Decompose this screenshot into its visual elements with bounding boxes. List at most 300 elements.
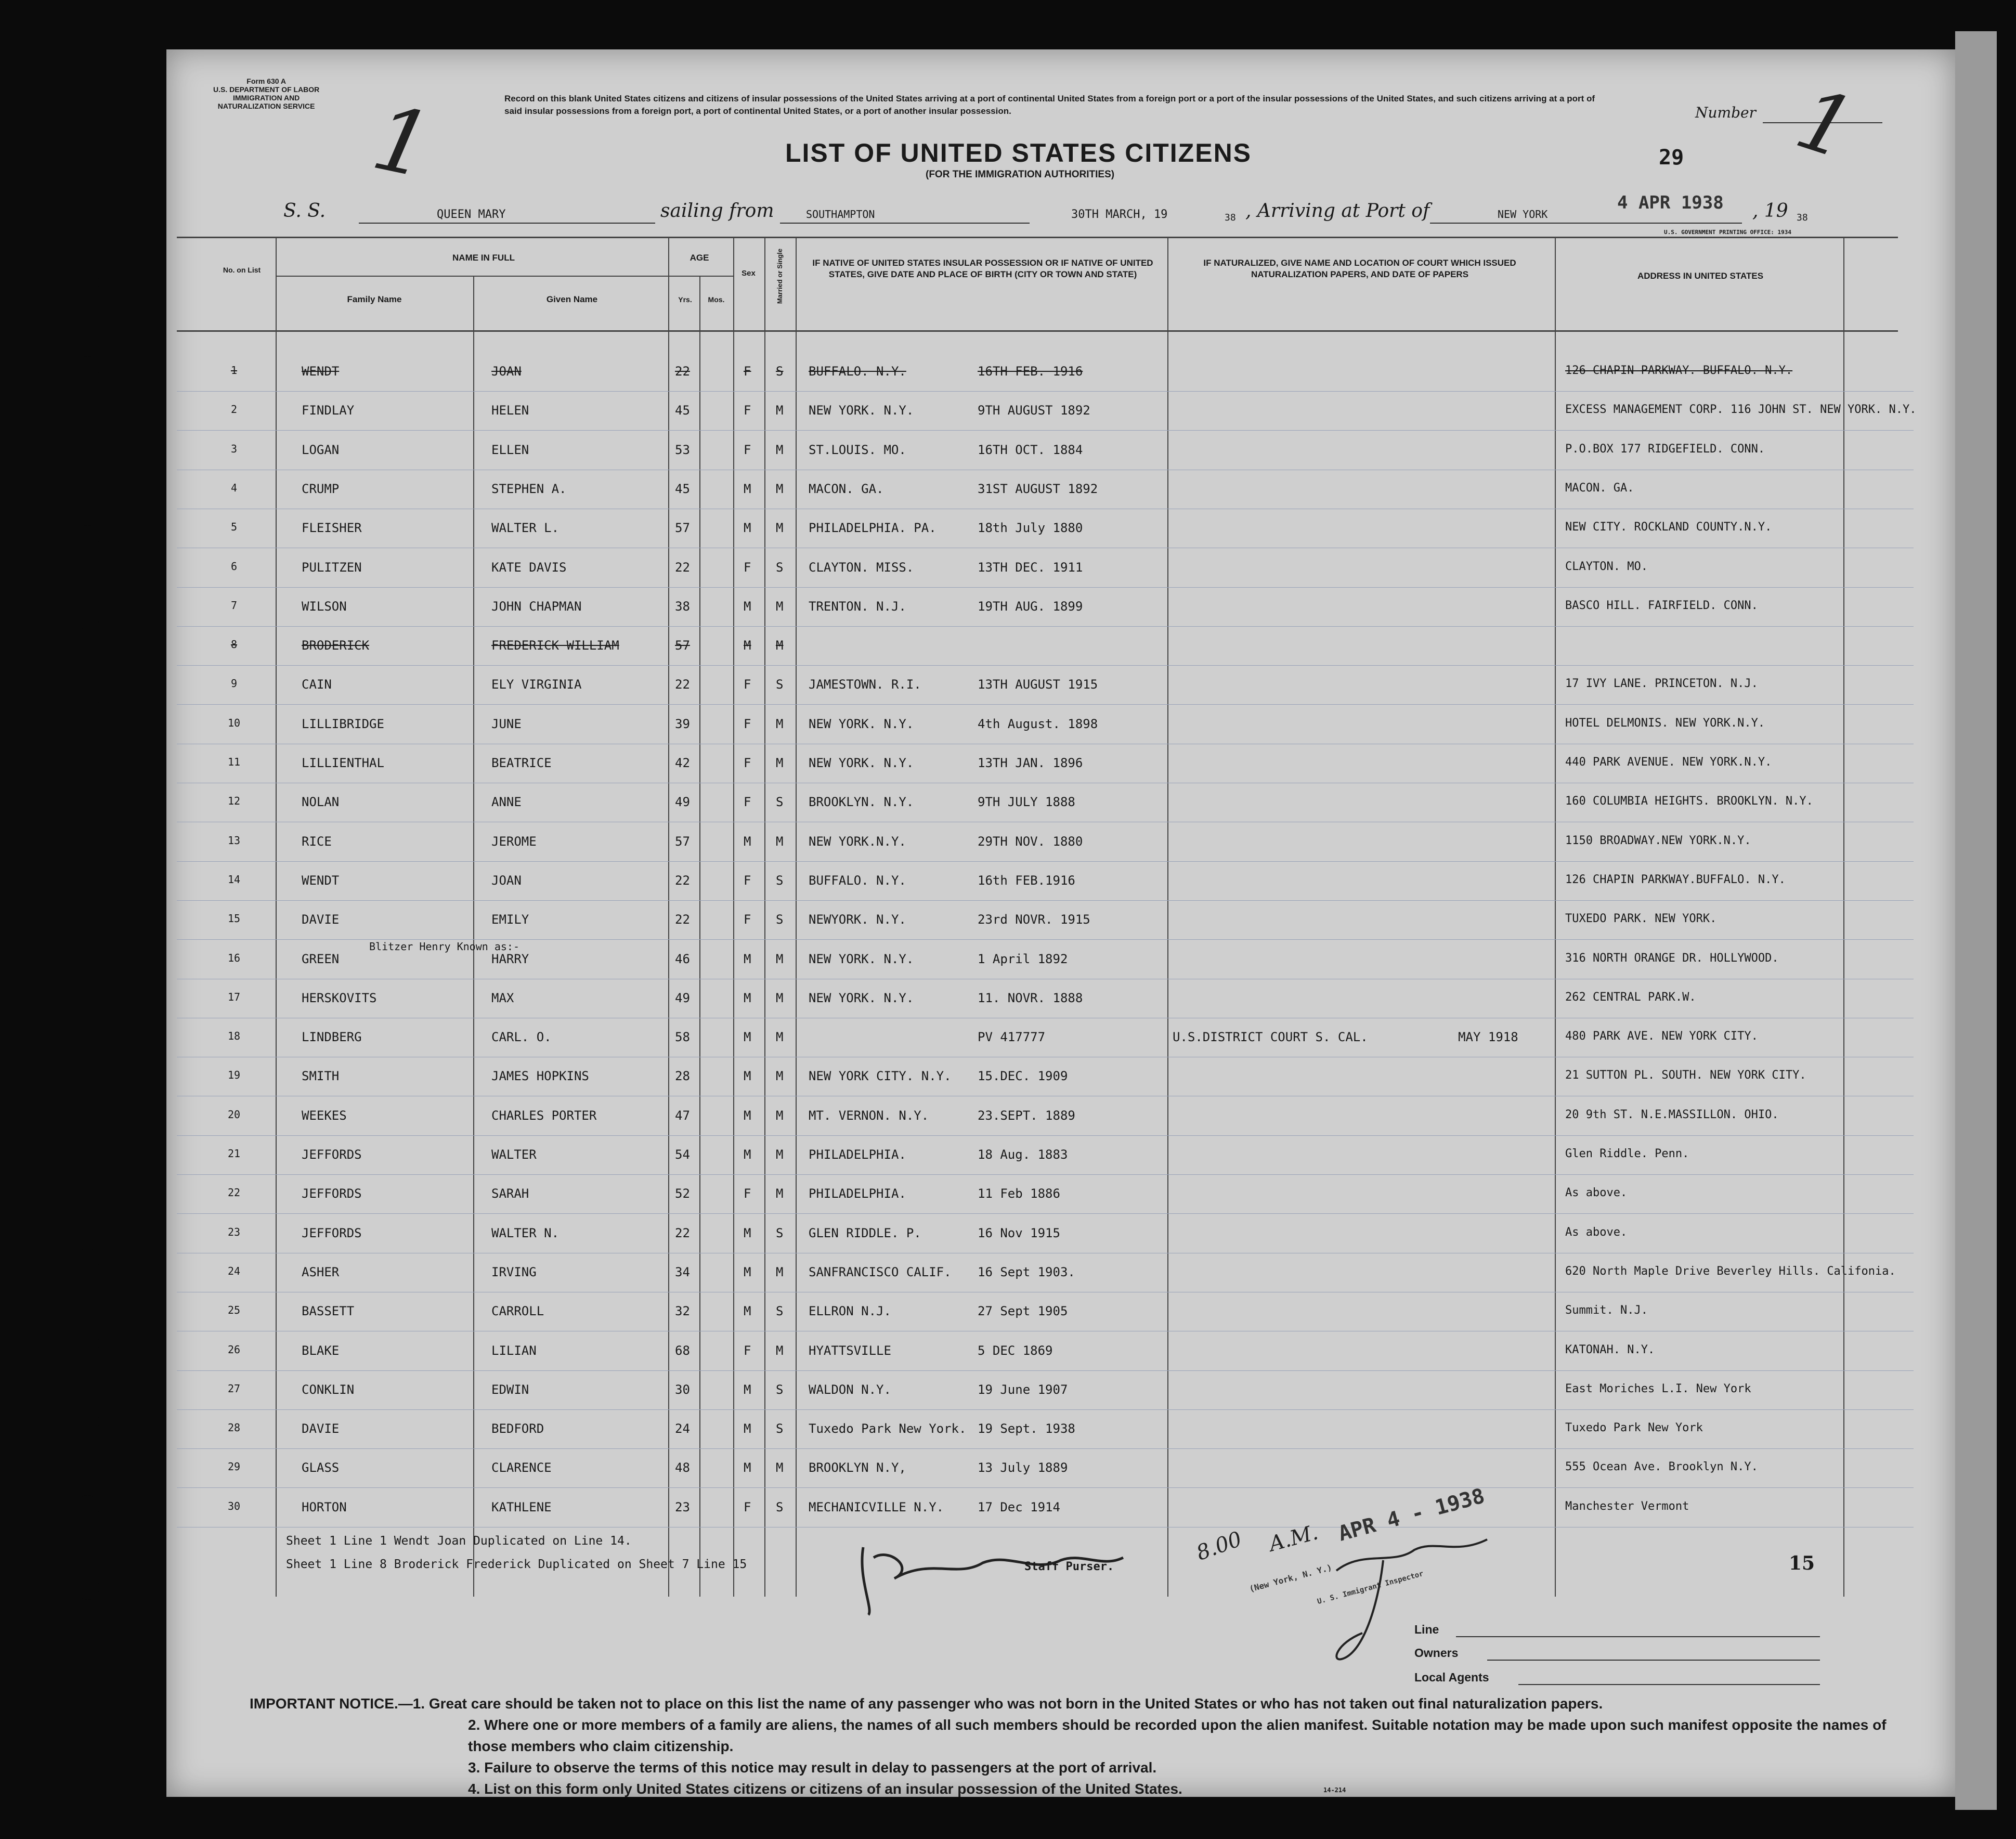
birth-date: 27 Sept 1905 [978, 1304, 1068, 1319]
table-row [0, 1304, 2016, 1335]
birth-date: 18th July 1880 [978, 521, 1083, 536]
alias-note: Blitzer Henry Known as:- [369, 940, 519, 953]
age-years: 22 [675, 560, 690, 575]
table-row [0, 677, 2016, 708]
table-row [0, 1343, 2016, 1375]
sex: F [744, 1343, 751, 1358]
marital-status: M [776, 756, 784, 770]
birth-place: GLEN RIDDLE. P. [809, 1225, 921, 1240]
family-name: LILLIENTHAL [302, 756, 384, 770]
birth-date: 13TH JAN. 1896 [978, 756, 1083, 770]
birth-date: 11 Feb 1886 [978, 1186, 1060, 1201]
departure-date: 30TH MARCH, 19 [1071, 208, 1168, 221]
table-row [0, 560, 2016, 591]
row-number: 2 [230, 403, 238, 416]
given-name: LILIAN [491, 1343, 537, 1358]
age-years: 28 [675, 1069, 690, 1084]
marital-status: M [776, 1343, 784, 1358]
table-row [0, 795, 2016, 826]
us-address: 21 SUTTON PL. SOUTH. NEW YORK CITY. [1565, 1069, 1806, 1082]
sex: M [744, 1382, 751, 1397]
birth-date: 13 July 1889 [978, 1460, 1068, 1475]
row-number: 24 [227, 1264, 241, 1277]
marital-status: M [776, 834, 784, 849]
given-name: ELLEN [491, 442, 529, 457]
sex: F [744, 1499, 751, 1514]
given-name: KATE DAVIS [491, 560, 567, 575]
age-years: 46 [675, 951, 690, 966]
sailing-from-label: sailing from [660, 200, 774, 222]
table-row [0, 1069, 2016, 1100]
sex: F [744, 756, 751, 770]
notice-item-4: 4. List on this form only United States citizens or citizens of an insular possession of the United States. [468, 1781, 1182, 1797]
row-number: 28 [227, 1421, 241, 1434]
header-family-name: Family Name [347, 294, 402, 304]
arrival-date-stamp: 4 APR 1938 [1617, 192, 1724, 213]
given-name: MAX [491, 990, 514, 1005]
header-name-in-full: NAME IN FULL [452, 253, 515, 263]
given-name: EDWIN [491, 1382, 529, 1397]
header-yrs: Yrs. [678, 295, 692, 304]
marital-status: S [776, 912, 784, 927]
header-no-on-list: No. on List [223, 266, 261, 274]
stamp-place: (New York, N. Y.) [1248, 1562, 1333, 1594]
sex: M [744, 990, 751, 1005]
page-title: LIST OF UNITED STATES CITIZENS [785, 138, 1252, 167]
birth-place: WALDON N.Y. [809, 1382, 891, 1397]
header-married-single: Married or Single [776, 248, 784, 304]
row-number: 6 [230, 560, 238, 573]
age-years: 42 [675, 756, 690, 770]
birth-date: 29TH NOV. 1880 [978, 834, 1083, 849]
us-address: As above. [1565, 1186, 1628, 1200]
given-name: JOAN [491, 364, 522, 379]
age-years: 22 [675, 912, 690, 927]
family-name: NOLAN [302, 795, 340, 810]
given-name: KATHLENE [491, 1499, 552, 1514]
stamp-inspector: U. S. Immigrant Inspector [1316, 1570, 1425, 1606]
header-birth: IF NATIVE OF UNITED STATES INSULAR POSSESSION OR IF NATIVE OF UNITED STATES, GIVE DATE AND PLACE OF BIRTH (CITY OR TOWN AND STATE) [812, 258, 1153, 279]
sex: F [744, 403, 751, 418]
table-row [0, 1265, 2016, 1296]
birth-place: TRENTON. N.J. [809, 599, 906, 614]
row-number: 27 [227, 1382, 241, 1395]
us-address: 126 CHAPIN PARKWAY. BUFFALO. N.Y. [1565, 364, 1793, 377]
row-number: 12 [227, 795, 241, 808]
arrival-year-prefix: , 19 [1752, 200, 1788, 222]
us-address: BASCO HILL. FAIRFIELD. CONN. [1565, 599, 1758, 612]
birth-date: 9TH AUGUST 1892 [978, 403, 1090, 418]
given-name: HELEN [491, 403, 529, 418]
arriving-label: , Arriving at Port of [1245, 200, 1430, 222]
birth-place: NEW YORK CITY. N.Y. [809, 1069, 952, 1084]
sex: M [744, 1264, 751, 1279]
table-row [0, 1186, 2016, 1218]
marital-status: M [776, 1069, 784, 1084]
birth-place: ELLRON N.J. [809, 1304, 891, 1319]
family-name: WENDT [302, 364, 340, 379]
us-address: 160 COLUMBIA HEIGHTS. BROOKLYN. N.Y. [1565, 795, 1813, 808]
footnote-duplicate-2: Sheet 1 Line 8 Broderick Frederick Duplicated on Sheet 7 Line 15 [286, 1558, 747, 1571]
header-given-name: Given Name [546, 294, 598, 304]
us-address: HOTEL DELMONIS. NEW YORK.N.Y. [1565, 716, 1765, 730]
birth-date: 13TH AUGUST 1915 [978, 677, 1098, 692]
row-number: 25 [227, 1304, 241, 1317]
birth-place: PHILADELPHIA. PA. [809, 521, 937, 536]
family-name: HERSKOVITS [302, 990, 377, 1005]
birth-date: 23.SEPT. 1889 [978, 1108, 1075, 1123]
given-name: ANNE [491, 795, 522, 810]
birth-date: 1 April 1892 [978, 951, 1068, 966]
stamp-fee: 8.00 [1193, 1527, 1245, 1565]
birth-date: 19 Sept. 1938 [978, 1421, 1075, 1436]
birth-place: NEW YORK. N.Y. [809, 756, 914, 770]
marital-status: M [776, 1030, 784, 1045]
birth-date: 16th FEB.1916 [978, 873, 1075, 888]
birth-place: BUFFALO. N.Y. [809, 364, 906, 379]
row-number: 3 [230, 442, 238, 455]
marital-status: M [776, 1186, 784, 1201]
age-years: 45 [675, 403, 690, 418]
given-name: BEDFORD [491, 1421, 544, 1436]
sex: M [744, 1421, 751, 1436]
sex: F [744, 873, 751, 888]
sex: M [744, 1108, 751, 1123]
table-row [0, 364, 2016, 395]
us-address: 262 CENTRAL PARK.W. [1565, 990, 1696, 1004]
given-name: FREDERICK WILLIAM [491, 638, 619, 653]
birth-date: 23rd NOVR. 1915 [978, 912, 1090, 927]
printer-note: U.S. GOVERNMENT PRINTING OFFICE: 1934 [1664, 229, 1792, 236]
departure-port: SOUTHAMPTON [806, 208, 875, 221]
record-instructions: Record on this blank United States citizens and citizens of insular possessions of the United States arriving at a port of continental United States from a foreign port or a port of the insular possessions of the United States, and such citizens arriving at a port of said insular possessions from a foreign port, a port of continental United States, or a port of another insular possession. [504, 94, 1595, 116]
family-name: SMITH [302, 1069, 340, 1084]
given-name: JUNE [491, 716, 522, 731]
sheet-number: 29 [1659, 146, 1684, 170]
marital-status: S [776, 873, 784, 888]
marital-status: S [776, 1499, 784, 1514]
notice-item-3: 3. Failure to observe the terms of this notice may result in delay to passengers at the port of arrival. [468, 1759, 1157, 1776]
row-number: 4 [230, 481, 238, 494]
owners-label: Owners [1414, 1646, 1459, 1660]
local-agents-label: Local Agents [1414, 1670, 1489, 1684]
given-name: JOAN [491, 873, 522, 888]
sex: M [744, 481, 751, 496]
table-row [0, 717, 2016, 748]
birth-date: 18 Aug. 1883 [978, 1147, 1068, 1162]
age-years: 30 [675, 1382, 690, 1397]
birth-place: BROOKLYN N.Y, [809, 1460, 906, 1475]
family-name: LILLIBRIDGE [302, 716, 384, 731]
table-row [0, 1421, 2016, 1453]
us-address: CLAYTON. MO. [1565, 560, 1648, 573]
marital-status: S [776, 1225, 784, 1240]
table-row [0, 991, 2016, 1022]
row-number: 20 [227, 1108, 241, 1121]
stamp-time: A.M. [1266, 1520, 1321, 1557]
sex: M [744, 951, 751, 966]
sex: F [744, 1186, 751, 1201]
sex: M [744, 1460, 751, 1475]
arrival-year: 38 [1797, 212, 1808, 223]
birth-place: NEW YORK.N.Y. [809, 834, 906, 849]
us-address: As above. [1565, 1225, 1628, 1239]
header-age: AGE [690, 253, 709, 263]
departure-year: 38 [1225, 212, 1236, 223]
birth-date: 5 DEC 1869 [978, 1343, 1053, 1358]
marital-status: M [776, 481, 784, 496]
us-address: Tuxedo Park New York [1565, 1421, 1703, 1435]
table-row [0, 443, 2016, 474]
us-address: KATONAH. N.Y. [1565, 1343, 1655, 1356]
notice-item-1: —1. Great care should be taken not to place on this list the name of any passenger who was not born in the United States or who has not taken out final naturalization papers. [398, 1695, 1603, 1712]
marital-status: S [776, 560, 784, 575]
us-address: 440 PARK AVENUE. NEW YORK.N.Y. [1565, 756, 1772, 769]
header-naturalization: IF NATURALIZED, GIVE NAME AND LOCATION OF COURT WHICH ISSUED NATURALIZATION PAPERS, AND DATE OF PAPERS [1203, 258, 1516, 279]
marital-status: M [776, 599, 784, 614]
sex: M [744, 599, 751, 614]
us-address: 620 North Maple Drive Beverley Hills. Califonia. [1565, 1264, 1896, 1278]
table-row [0, 834, 2016, 865]
sex: M [744, 521, 751, 536]
marital-status: M [776, 716, 784, 731]
purser-title: Staff Purser. [1024, 1560, 1114, 1573]
birth-place: NEW YORK. N.Y. [809, 403, 914, 418]
row-number: 18 [227, 1030, 241, 1043]
row-number: 23 [227, 1225, 241, 1238]
family-name: HORTON [302, 1499, 347, 1514]
birth-place: PHILADELPHIA. [809, 1147, 906, 1162]
table-row [0, 873, 2016, 904]
given-name: ELY VIRGINIA [491, 677, 582, 692]
handwritten-page-mark: 1 [1785, 69, 1866, 179]
birth-place: MT. VERNON. N.Y. [809, 1108, 929, 1123]
age-years: 32 [675, 1304, 690, 1319]
birth-place: CLAYTON. MISS. [809, 560, 914, 575]
header-mos: Mos. [708, 295, 725, 304]
birth-date: 19TH AUG. 1899 [978, 599, 1083, 614]
birth-place: NEW YORK. N.Y. [809, 951, 914, 966]
sex: F [744, 677, 751, 692]
sex: M [744, 1304, 751, 1319]
age-years: 22 [675, 364, 690, 379]
row-number: 5 [230, 521, 238, 534]
birth-place: HYATTSVILLE [809, 1343, 891, 1358]
footnote-duplicate-1: Sheet 1 Line 1 Wendt Joan Duplicated on Line 14. [286, 1534, 632, 1548]
sex: F [744, 560, 751, 575]
given-name: BEATRICE [491, 756, 552, 770]
age-years: 48 [675, 1460, 690, 1475]
given-name: CLARENCE [491, 1460, 552, 1475]
table-row [0, 1147, 2016, 1178]
naturalization: U.S.DISTRICT COURT S. CAL. MAY 1918 [1173, 1030, 1518, 1045]
marital-status: S [776, 1304, 784, 1319]
sex: M [744, 1069, 751, 1084]
birth-date: 13TH DEC. 1911 [978, 560, 1083, 575]
marital-status: M [776, 1108, 784, 1123]
us-address: 480 PARK AVE. NEW YORK CITY. [1565, 1030, 1758, 1043]
table-row [0, 940, 2016, 983]
line-label: Line [1414, 1623, 1439, 1636]
family-name: BASSETT [302, 1304, 355, 1319]
given-name: JAMES HOPKINS [491, 1069, 589, 1084]
page-subtitle: (FOR THE IMMIGRATION AUTHORITIES) [926, 169, 1115, 180]
age-years: 68 [675, 1343, 690, 1358]
age-years: 47 [675, 1108, 690, 1123]
family-name: FLEISHER [302, 521, 362, 536]
birth-date: 17 Dec 1914 [978, 1499, 1060, 1514]
sex: F [744, 364, 751, 379]
us-address: 1150 BROADWAY.NEW YORK.N.Y. [1565, 834, 1751, 847]
birth-date: 16 Sept 1903. [978, 1264, 1075, 1279]
family-name: WENDT [302, 873, 340, 888]
birth-place: NEW YORK. N.Y. [809, 716, 914, 731]
sex: M [744, 1147, 751, 1162]
age-years: 49 [675, 990, 690, 1005]
sex: M [744, 834, 751, 849]
age-years: 52 [675, 1186, 690, 1201]
row-number: 8 [230, 638, 238, 651]
family-name: LINDBERG [302, 1030, 362, 1045]
table-row [0, 403, 2016, 434]
given-name: WALTER [491, 1147, 537, 1162]
age-years: 57 [675, 638, 690, 653]
birth-place: SANFRANCISCO CALIF. [809, 1264, 952, 1279]
family-name: LOGAN [302, 442, 340, 457]
table-row [0, 1226, 2016, 1257]
birth-place: JAMESTOWN. R.I. [809, 677, 921, 692]
marital-status: M [776, 521, 784, 536]
birth-date: 9TH JULY 1888 [978, 795, 1075, 810]
sex: F [744, 716, 751, 731]
given-name: IRVING [491, 1264, 537, 1279]
birth-place: NEW YORK. N.Y. [809, 990, 914, 1005]
header-sex: Sex [742, 269, 756, 278]
age-years: 57 [675, 834, 690, 849]
family-name: JEFFORDS [302, 1186, 362, 1201]
family-name: RICE [302, 834, 332, 849]
us-address: Manchester Vermont [1565, 1499, 1689, 1513]
row-number: 19 [227, 1069, 241, 1082]
family-name: GLASS [302, 1460, 340, 1475]
row-number: 22 [227, 1186, 241, 1199]
table-row [0, 638, 2016, 669]
age-years: 22 [675, 1225, 690, 1240]
row-number: 30 [227, 1499, 241, 1512]
age-years: 22 [675, 677, 690, 692]
us-address: EXCESS MANAGEMENT CORP. 116 JOHN ST. NEW YORK. N.Y. [1565, 403, 1917, 417]
birth-date: 31ST AUGUST 1892 [978, 481, 1098, 496]
given-name: JOHN CHAPMAN [491, 599, 582, 614]
binder-hole [75, 1576, 99, 1600]
table-row [0, 912, 2016, 943]
family-name: ASHER [302, 1264, 340, 1279]
birth-place: PHILADELPHIA. [809, 1186, 906, 1201]
age-years: 53 [675, 442, 690, 457]
birth-date: 16 Nov 1915 [978, 1225, 1060, 1240]
binder-hole [75, 270, 99, 294]
birth-date: 15.DEC. 1909 [978, 1069, 1068, 1084]
row-number: 13 [227, 834, 241, 847]
age-years: 58 [675, 1030, 690, 1045]
form-code: 14-214 [1323, 1786, 1346, 1794]
family-name: JEFFORDS [302, 1147, 362, 1162]
age-years: 38 [675, 599, 690, 614]
marital-status: S [776, 364, 784, 379]
handwritten-page-mark-left: 1 [364, 86, 441, 199]
age-years: 54 [675, 1147, 690, 1162]
age-years: 39 [675, 716, 690, 731]
sex: F [744, 912, 751, 927]
us-address: NEW CITY. ROCKLAND COUNTY.N.Y. [1565, 521, 1772, 534]
table-row [0, 1108, 2016, 1139]
age-years: 23 [675, 1499, 690, 1514]
arrival-port: NEW YORK [1498, 208, 1548, 221]
birth-place: BROOKLYN. N.Y. [809, 795, 914, 810]
given-name: WALTER L. [491, 521, 560, 536]
family-name: CONKLIN [302, 1382, 355, 1397]
row-number: 7 [230, 599, 238, 612]
family-name: FINDLAY [302, 403, 355, 418]
family-name: CAIN [302, 677, 332, 692]
number-label: Number [1695, 104, 1756, 121]
stamp-date: APR 4 - 1938 [1335, 1484, 1488, 1546]
us-address: 17 IVY LANE. PRINCETON. N.J. [1565, 677, 1758, 691]
family-name: WEEKES [302, 1108, 347, 1123]
family-name: PULITZEN [302, 560, 362, 575]
birth-date: 16TH FEB. 1916 [978, 364, 1083, 379]
row-number: 1 [230, 364, 238, 377]
age-years: 22 [675, 873, 690, 888]
row-number: 14 [227, 873, 241, 886]
birth-date: 16TH OCT. 1884 [978, 442, 1083, 457]
row-number: 10 [227, 716, 241, 729]
us-address: MACON. GA. [1565, 481, 1634, 495]
header-address: ADDRESS IN UNITED STATES [1637, 271, 1764, 281]
notice-item-2: 2. Where one or more members of a family are aliens, the names of all such members should be recorded upon the alien manifest. Suitable notation may be made upon such manifest opposite the names of those members who claim citizenship. [468, 1717, 1887, 1754]
given-name: STEPHEN A. [491, 481, 567, 496]
given-name: WALTER N. [491, 1225, 560, 1240]
marital-status: M [776, 951, 784, 966]
age-years: 45 [675, 481, 690, 496]
birth-date: 11. NOVR. 1888 [978, 990, 1083, 1005]
sex: F [744, 795, 751, 810]
ship-name: QUEEN MARY [437, 208, 506, 221]
row-number: 21 [227, 1147, 241, 1160]
table-row [0, 1030, 2016, 1061]
table-row [0, 521, 2016, 552]
us-address: 20 9th ST. N.E.MASSILLON. OHIO. [1565, 1108, 1779, 1121]
family-name: CRUMP [302, 481, 340, 496]
family-name: DAVIE [302, 1421, 340, 1436]
marital-status: S [776, 795, 784, 810]
birth-date: 4th August. 1898 [978, 716, 1098, 731]
marital-status: M [776, 1264, 784, 1279]
us-address: Summit. N.J. [1565, 1304, 1648, 1317]
form-id: Form 630 A U.S. DEPARTMENT OF LABOR IMMIGRATION AND NATURALIZATION SERVICE [213, 77, 320, 110]
sex: F [744, 442, 751, 457]
birth-place: BUFFALO. N.Y. [809, 873, 906, 888]
notice-heading: IMPORTANT NOTICE. [250, 1695, 398, 1712]
given-name: SARAH [491, 1186, 529, 1201]
family-name: BRODERICK [302, 638, 370, 653]
table-row [0, 756, 2016, 787]
birth-place: MECHANICVILLE N.Y. [809, 1499, 944, 1514]
age-years: 24 [675, 1421, 690, 1436]
row-number: 26 [227, 1343, 241, 1356]
family-name: WILSON [302, 599, 347, 614]
birth-date: 19 June 1907 [978, 1382, 1068, 1397]
